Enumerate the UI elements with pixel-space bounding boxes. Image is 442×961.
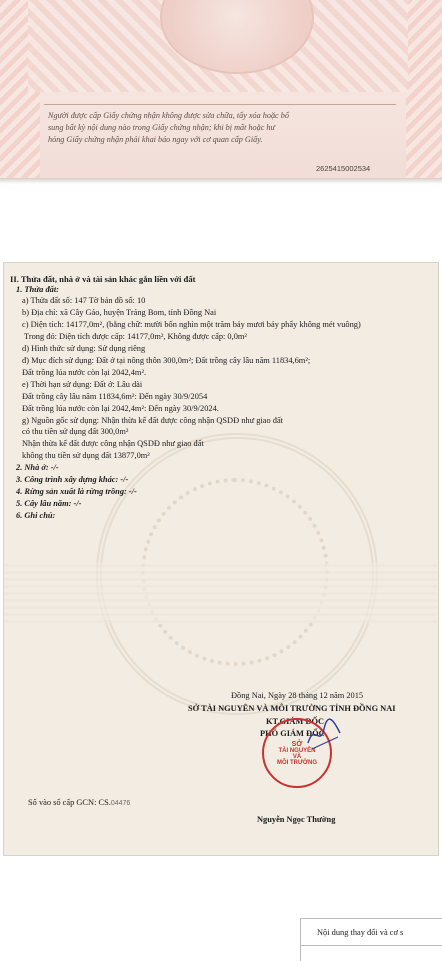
detail-line: g) Nguồn gốc sử dụng: Nhận thừa kế đất được công nhận QSDĐ như giao đất bbox=[22, 416, 283, 425]
background-wave bbox=[4, 563, 438, 623]
handwritten-signature-icon bbox=[304, 713, 344, 753]
section-heading: II. Thửa đất, nhà ở và tài sản khác gắn liền với đất bbox=[10, 274, 196, 284]
previous-certificate-page bbox=[0, 0, 442, 178]
land-certificate-page bbox=[3, 262, 439, 856]
divider bbox=[44, 104, 396, 105]
serial-number: 2625415002534 bbox=[316, 164, 371, 173]
stamp-text: SỞ bbox=[291, 740, 303, 748]
detail-line: có thu tiền sử dụng đất 300,0m² bbox=[22, 427, 129, 436]
stamp-text: TÀI NGUYÊN bbox=[278, 747, 316, 754]
detail-line: e) Thời hạn sử dụng: Đất ở: Lâu dài bbox=[22, 380, 143, 389]
detail-line: Trong đó: Diện tích được cấp: 14177,0m², Không được cấp: 0,0m² bbox=[24, 332, 247, 341]
detail-line: Đất trồng lúa nước còn lại 2042,4m². bbox=[22, 368, 147, 377]
authority-name: SỞ TÀI NGUYÊN VÀ MÔI TRƯỜNG TỈNH ĐỒNG NAI bbox=[188, 704, 396, 713]
gcn-number: 04476 bbox=[110, 800, 131, 807]
detail-line: b) Địa chỉ: xã Cây Gáo, huyện Trảng Bom, tỉnh Đồng Nai bbox=[22, 308, 217, 317]
next-page-table bbox=[300, 918, 442, 961]
signer-name: Nguyễn Ngọc Thường bbox=[257, 815, 336, 824]
section-item-heading: 4. Rừng sản xuất là rừng trồng: -/- bbox=[16, 487, 137, 496]
deputy-director-title: PHÓ GIÁM ĐỐC bbox=[260, 729, 325, 738]
section-item-heading: 2. Nhà ở: -/- bbox=[16, 463, 59, 472]
detail-line: Đất trồng cây lâu năm 11834,6m²: Đến ngày 30/9/2054 bbox=[22, 392, 208, 401]
gcn-registry-number bbox=[28, 798, 130, 807]
table-divider bbox=[300, 945, 442, 946]
section-item-heading: 3. Công trình xây dựng khác: -/- bbox=[16, 475, 129, 484]
section-item-heading: 5. Cây lâu năm: -/- bbox=[16, 499, 82, 508]
date-line: Đồng Nai, Ngày 28 tháng 12 năm 2015 bbox=[231, 691, 364, 700]
border-ornament bbox=[406, 0, 442, 178]
table-header-cell: Nội dung thay đổi và cơ s bbox=[317, 928, 404, 937]
section-item-heading: 6. Ghi chú: bbox=[16, 511, 56, 520]
detail-line: c) Diện tích: 14177,0m², (bằng chữ: mười bốn nghìn một trăm bảy mươi bảy phẩy không mét vuông) bbox=[22, 320, 361, 329]
notice-line: Người được cấp Giấy chứng nhận không được sửa chữa, tẩy xóa hoặc bổ bbox=[48, 111, 289, 120]
notice-line: hỏng Giấy chứng nhận phải khai báo ngay với cơ quan cấp Giấy. bbox=[48, 135, 263, 144]
notice-line: sung bất kỳ nội dung nào trong Giấy chứng nhận; khi bị mất hoặc hư bbox=[48, 123, 275, 132]
stamp-text: VÀ bbox=[292, 753, 302, 760]
section-item-heading: 1. Thửa đất: bbox=[16, 285, 59, 294]
detail-line: Nhận thừa kế đất được công nhận QSDĐ như giao đất bbox=[22, 439, 204, 448]
detail-line: đ) Mục đích sử dụng: Đất ở tại nông thôn 300,0m²; Đất trồng cây lâu năm 11834,6m²; bbox=[22, 356, 311, 365]
detail-line: không thu tiền sử dụng đất 13877,0m² bbox=[22, 451, 150, 460]
for-director: KT.GIÁM ĐỐC bbox=[266, 717, 325, 726]
stamp-text: MÔI TRƯỜNG bbox=[276, 759, 318, 766]
detail-line: Đất trồng lúa nước còn lại 2042,4m²: Đến ngày 30/9/2024. bbox=[22, 404, 219, 413]
detail-line: d) Hình thức sử dụng: Sử dụng riêng bbox=[22, 344, 146, 353]
detail-line: a) Thửa đất số: 147 Tờ bản đồ số: 10 bbox=[22, 296, 146, 305]
page-shadow bbox=[0, 178, 442, 184]
gcn-label: Số vào sổ cấp GCN: CS. bbox=[28, 798, 111, 807]
certificate-notice bbox=[48, 110, 378, 146]
